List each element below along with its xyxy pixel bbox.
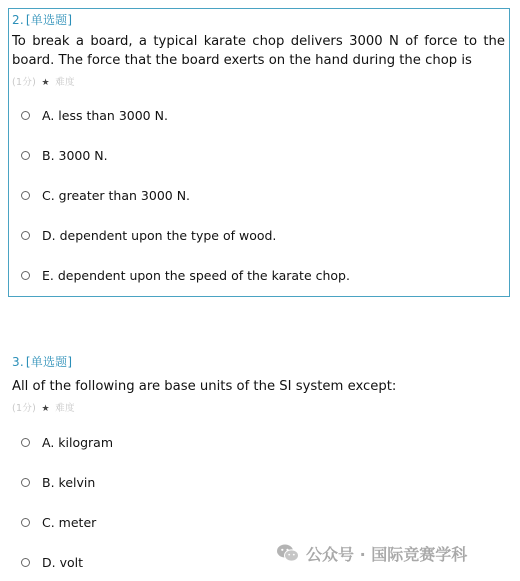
option-label: C. meter <box>42 514 97 530</box>
difficulty-label: 难度 <box>55 77 75 88</box>
option-d[interactable] <box>21 225 276 245</box>
score-value: (1分) <box>12 77 37 88</box>
option-b[interactable] <box>21 145 108 165</box>
difficulty-label: 难度 <box>55 403 75 414</box>
radio-button[interactable] <box>21 111 30 120</box>
question-score <box>12 400 75 414</box>
radio-button[interactable] <box>21 191 30 200</box>
option-label: A. kilogram <box>42 434 114 450</box>
radio-button[interactable] <box>21 518 30 527</box>
radio-button[interactable] <box>21 478 30 487</box>
radio-button[interactable] <box>21 231 30 240</box>
question-stem: To break a board, a typical karate chop delivers 3000 N of force to the board. The force that the board exerts on the hand during the chop is <box>12 34 505 68</box>
question-header <box>12 353 72 370</box>
wechat-icon <box>276 543 300 563</box>
watermark-text: 公众号 · 国际竞赛学科 <box>306 544 468 564</box>
option-b[interactable] <box>21 472 95 492</box>
star-icon: ★ <box>41 404 50 414</box>
question-header <box>12 11 72 28</box>
option-c[interactable] <box>21 185 190 205</box>
option-e[interactable] <box>21 265 350 285</box>
option-label: B. 3000 N. <box>42 147 108 163</box>
option-label: D. dependent upon the type of wood. <box>42 227 277 243</box>
watermark <box>276 540 467 566</box>
question-card-2 <box>8 8 510 297</box>
radio-button[interactable] <box>21 438 30 447</box>
question-type-label: [单选题] <box>25 355 73 369</box>
option-c[interactable] <box>21 512 96 532</box>
option-a[interactable] <box>21 432 113 452</box>
score-value: (1分) <box>12 403 37 414</box>
radio-button[interactable] <box>21 151 30 160</box>
option-label: B. kelvin <box>42 474 96 490</box>
question-number: 3. <box>12 355 24 369</box>
option-label: C. greater than 3000 N. <box>42 187 191 203</box>
question-stem: All of the following are base units of the SI system except: <box>12 379 397 394</box>
radio-button[interactable] <box>21 558 30 567</box>
option-label: A. less than 3000 N. <box>42 107 168 123</box>
option-label: D. volt <box>42 554 83 570</box>
question-number: 2. <box>12 13 24 27</box>
option-label: E. dependent upon the speed of the karate chop. <box>42 267 350 283</box>
option-a[interactable] <box>21 105 168 125</box>
question-type-label: [单选题] <box>25 13 73 27</box>
question-score <box>12 74 75 88</box>
option-d[interactable] <box>21 552 83 572</box>
radio-button[interactable] <box>21 271 30 280</box>
star-icon: ★ <box>41 78 50 88</box>
